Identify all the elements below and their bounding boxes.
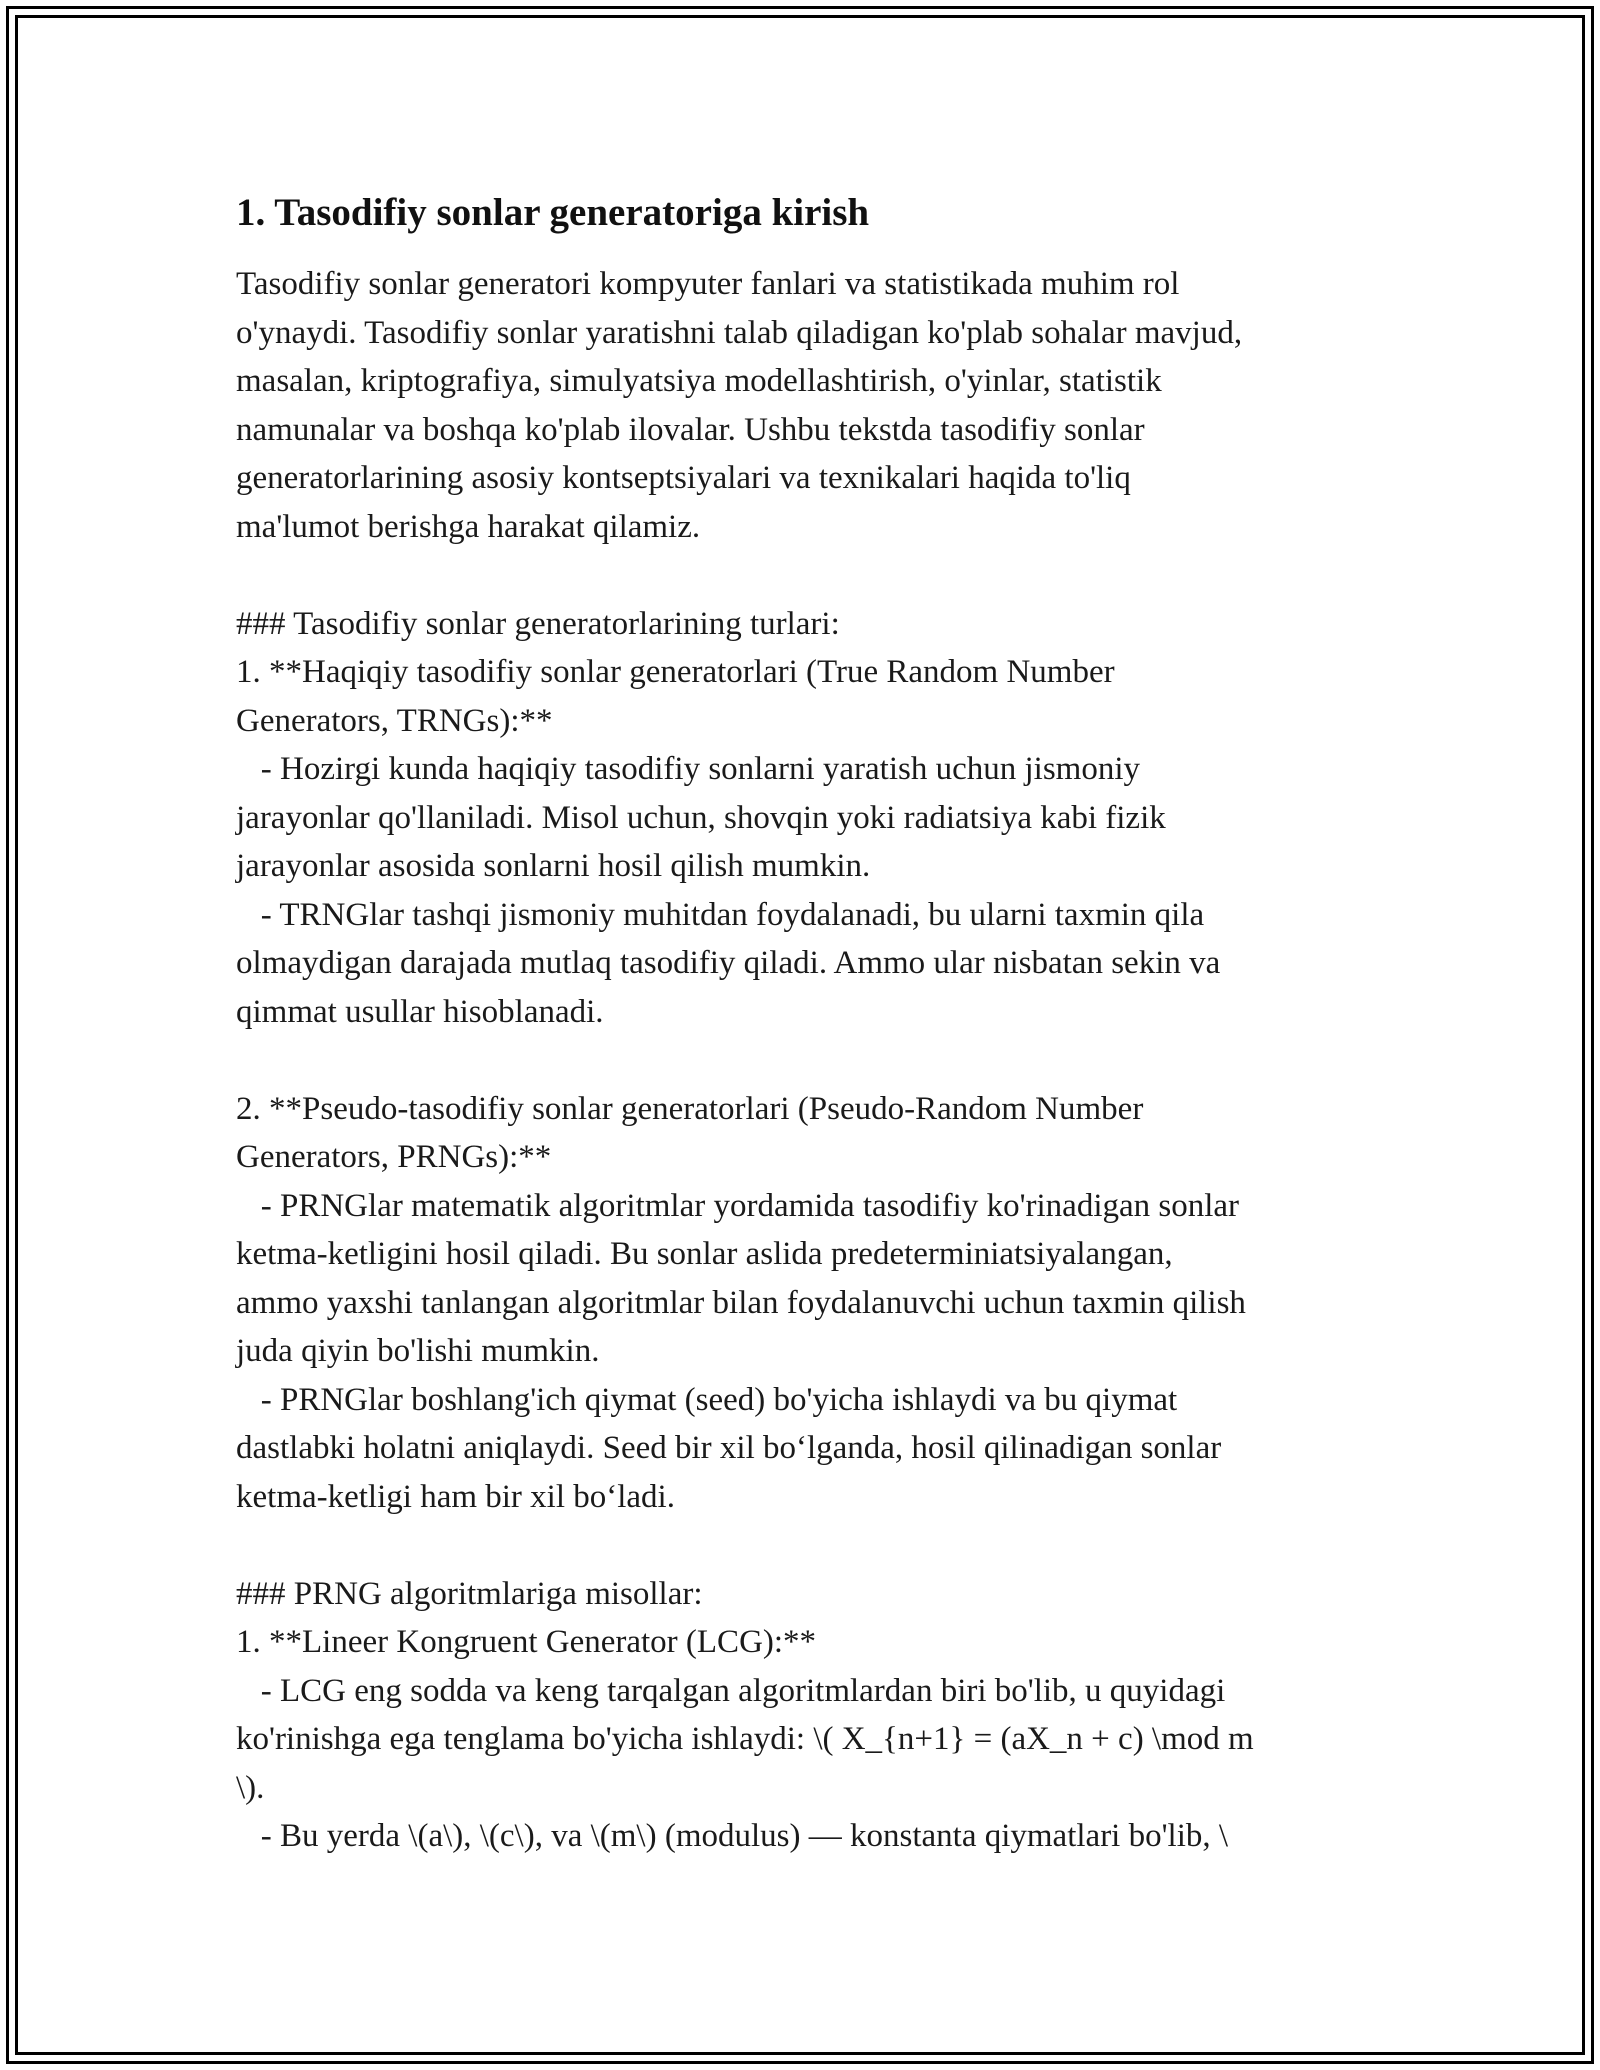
blank-line xyxy=(236,1521,1376,1570)
text-line: Generators, PRNGs):** xyxy=(236,1139,552,1175)
paragraph-text xyxy=(236,260,1376,1861)
blank-line xyxy=(236,551,1376,600)
text-line: \). xyxy=(236,1769,265,1806)
text-line: jarayonlar asosida sonlarni hosil qilish mumkin. xyxy=(236,848,871,884)
text-line: ### Tasodifiy sonlar generatorlarining turlari: xyxy=(236,605,840,642)
text-line: ketma-ketligini hosil qiladi. Bu sonlar aslida predeterminiatsiyalangan, xyxy=(236,1236,1173,1272)
text-line: 1. **Haqiqiy tasodifiy sonlar generatorlari (True Random Number xyxy=(236,654,1115,690)
text-line: - Hozirgi kunda haqiqiy tasodifiy sonlarni yaratish uchun jismoniy xyxy=(236,751,1141,787)
text-line: - LCG eng sodda va keng tarqalgan algoritmlardan biri bo'lib, u quyidagi xyxy=(236,1672,1226,1709)
text-line: o'ynaydi. Tasodifiy sonlar yaratishni talab qiladigan ko'plab sohalar mavjud, xyxy=(236,314,1243,351)
text-line: ko'rinishga ega tenglama bo'yicha ishlaydi: \( X_{n+1} = (aX_n + c) \mod m xyxy=(236,1721,1254,1757)
text-line: ketma-ketligi ham bir xil bo‘ladi. xyxy=(236,1478,675,1515)
blank-line xyxy=(236,1036,1376,1085)
text-line: generatorlarining asosiy kontseptsiyalari va texnikalari haqida to'liq xyxy=(236,460,1131,496)
section-heading: 1. Tasodifiy sonlar generatoriga kirish xyxy=(236,191,870,234)
text-line: Tasodifiy sonlar generatori kompyuter fanlari va statistikada muhim rol xyxy=(236,266,1180,302)
text-line: jarayonlar qo'llaniladi. Misol uchun, shovqin yoki radiatsiya kabi fizik xyxy=(236,799,1166,836)
text-line: ### PRNG algoritmlariga misollar: xyxy=(236,1575,703,1612)
text-line: - PRNGlar boshlang'ich qiymat (seed) bo'yicha ishlaydi va bu qiymat xyxy=(236,1381,1178,1418)
text-line: dastlabki holatni aniqlaydi. Seed bir xil bo‘lganda, hosil qilinadigan sonlar xyxy=(236,1430,1222,1466)
text-line: namunalar va boshqa ko'plab ilovalar. Ushbu tekstda tasodifiy sonlar xyxy=(236,411,1145,448)
text-line: 2. **Pseudo-tasodifiy sonlar generatorlari (Pseudo-Random Number xyxy=(236,1090,1144,1127)
text-line: ma'lumot berishga harakat qilamiz. xyxy=(236,508,701,545)
text-line: - Bu yerda \(a\), \(c\), va \(m\) (modulus) — konstanta qiymatlari bo'lib, \ xyxy=(236,1818,1229,1854)
text-line: ammo yaxshi tanlangan algoritmlar bilan foydalanuvchi uchun taxmin qilish xyxy=(236,1284,1246,1321)
text-line: qimmat usullar hisoblanadi. xyxy=(236,993,604,1030)
text-line: juda qiyin bo'lishi mumkin. xyxy=(236,1333,600,1369)
text-line: - TRNGlar tashqi jismoniy muhitdan foydalanadi, bu ularni taxmin qila xyxy=(236,896,1205,933)
text-line: olmaydigan darajada mutlaq tasodifiy qiladi. Ammo ular nisbatan sekin va xyxy=(236,945,1221,981)
text-line: masalan, kriptografiya, simulyatsiya modellashtirish, o'yinlar, statistik xyxy=(236,363,1162,399)
text-line: 1. **Lineer Kongruent Generator (LCG):** xyxy=(236,1624,817,1660)
text-line: Generators, TRNGs):** xyxy=(236,702,553,739)
document-body xyxy=(236,186,1376,1861)
text-line: - PRNGlar matematik algoritmlar yordamida tasodifiy ko'rinadigan sonlar xyxy=(236,1187,1240,1224)
